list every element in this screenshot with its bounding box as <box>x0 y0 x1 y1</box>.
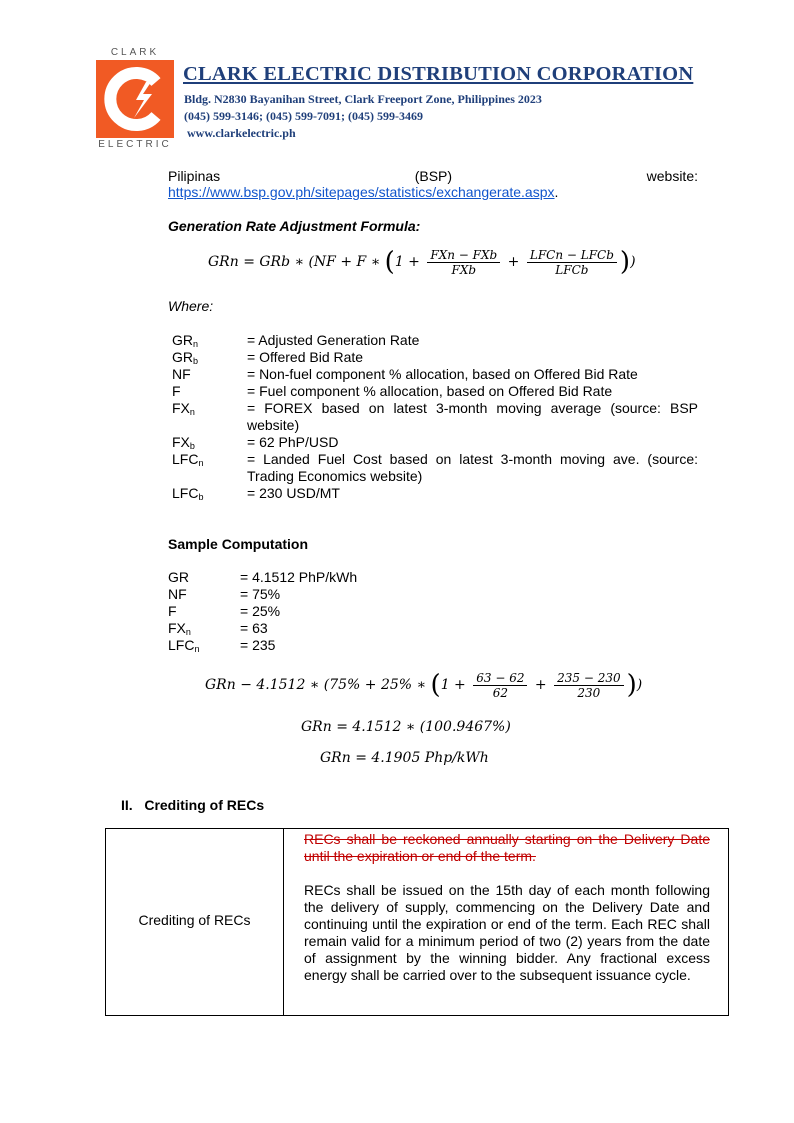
def-symbol: $LFC_b$ <box>172 485 204 502</box>
table-left-cell: Crediting of RECs <box>138 912 251 928</box>
table-divider <box>283 828 284 1016</box>
sample-value: = 63 <box>240 620 268 636</box>
company-phones: (045) 599-3146; (045) 599-7091; (045) 599-3469 <box>184 109 423 123</box>
logo-c-bolt-icon <box>96 60 174 138</box>
company-website[interactable]: www.clarkelectric.ph <box>187 126 296 140</box>
logo-electric-text: ELECTRIC <box>98 139 172 150</box>
def-desc: = Landed Fuel Cost based on latest 3-month moving ave. (source: Trading Economics website) <box>247 451 698 484</box>
sample-value: = 235 <box>240 637 276 653</box>
def-desc: = FOREX based on latest 3-month moving average (source: BSP website) <box>247 400 698 433</box>
sample-symbol: F <box>168 603 177 619</box>
where-label: Where: <box>168 298 214 314</box>
sample-symbol: NF <box>168 586 187 602</box>
sample-equation-3: GRn = 4.1905 Php/kWh <box>320 750 489 766</box>
def-desc: = Fuel component % allocation, based on Offered Bid Rate <box>247 383 613 399</box>
bsp-link-line <box>168 184 558 200</box>
def-symbol: $GR_n$ <box>172 332 199 349</box>
bsp-exchange-rate-link[interactable]: https://www.bsp.gov.ph/sitepages/statistics/exchangerate.aspx <box>168 184 555 200</box>
def-symbol: $LFC_n$ <box>172 451 204 468</box>
company-address: Bldg. N2830 Bayanihan Street, Clark Freeport Zone, Philippines 2023 <box>184 92 542 106</box>
def-symbol: $GR_b$ <box>172 349 199 366</box>
def-desc: = Adjusted Generation Rate <box>247 332 420 348</box>
company-logo <box>96 60 174 138</box>
intro-line <box>168 168 698 184</box>
def-desc: = Offered Bid Rate <box>247 349 364 365</box>
intro-word-3: website: <box>646 168 698 184</box>
def-desc: = 230 USD/MT <box>247 485 340 501</box>
sample-equation-2: GRn = 4.1512 ∗ (100.9467%) <box>301 719 511 735</box>
intro-word-2: (BSP) <box>414 168 453 184</box>
section-2-heading: II. Crediting of RECs <box>121 797 265 813</box>
def-desc: = Non-fuel component % allocation, based on Offered Bid Rate <box>247 366 638 382</box>
formula-title: Generation Rate Adjustment Formula: <box>168 218 421 234</box>
struck-text: RECs shall be reckoned annually starting on the Delivery Date until the expiration or end of the term. <box>304 831 710 864</box>
new-text: RECs shall be issued on the 15th day of each month following the delivery of supply, commencing on the Delivery Date and continuing until the expiration or end of the term. Each REC shall remain valid for a minimum period of two (2) years from the date of assignment by the winning bidder. Any fractional excess energy shall be carried over to the subsequent issuance cycle. <box>304 882 710 983</box>
company-name: CLARK ELECTRIC DISTRIBUTION CORPORATION <box>183 63 694 85</box>
intro-word-1: Pilipinas <box>168 168 221 184</box>
logo-clark-text: CLARK <box>110 47 160 58</box>
period: . <box>554 184 559 200</box>
sample-symbol: $LFC_n$ <box>168 637 200 654</box>
sample-value: = 25% <box>240 603 281 619</box>
sample-value: = 75% <box>240 586 281 602</box>
def-desc: = 62 PhP/USD <box>247 434 339 450</box>
sample-symbol: GR <box>168 569 189 585</box>
sample-equation-1: GRn − 4.1512 ∗ (75% + 25% ∗ (1 + $\frac{63 - 62}{62}$ + $\frac{235 - 230}{230}$ )) <box>205 670 643 700</box>
sample-symbol: $FX_n$ <box>168 620 191 637</box>
def-symbol: F <box>172 383 181 399</box>
sample-title: Sample Computation <box>168 536 309 552</box>
generation-rate-formula: GRn = GRb ∗ (NF + F ∗ (1 + $\frac{\text{FXn − FXb}}{\text{FXb}}$ + $\frac{\text{LFCn − LFCb}}{\text{LFCb}}$ )) <box>208 247 636 277</box>
sample-value: = 4.1512 PhP/kWh <box>240 569 358 585</box>
def-symbol: NF <box>172 366 191 382</box>
def-symbol: $FX_b$ <box>172 434 195 451</box>
def-symbol: $FX_n$ <box>172 400 195 417</box>
